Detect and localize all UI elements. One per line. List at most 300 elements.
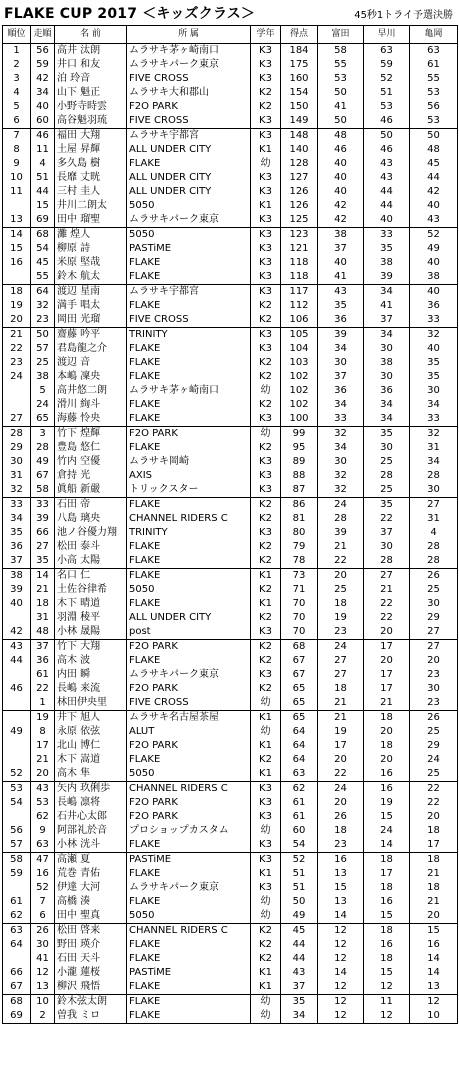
team-cell: FLAKE xyxy=(127,654,251,668)
score-cell: 86 xyxy=(281,498,318,513)
grade-cell: K2 xyxy=(251,682,281,696)
grade-cell: K3 xyxy=(251,526,281,540)
tomita-cell: 24 xyxy=(318,498,364,513)
team-cell: FLAKE xyxy=(127,995,251,1010)
grade-cell: 幼 xyxy=(251,909,281,924)
team-cell: CHANNEL RIDERS C xyxy=(127,782,251,797)
kameoka-cell: 26 xyxy=(410,711,458,726)
rank-cell: 7 xyxy=(3,129,31,144)
order-cell: 42 xyxy=(31,72,55,86)
grade-cell: 幼 xyxy=(251,725,281,739)
grade-cell: K3 xyxy=(251,213,281,228)
team-cell: 5050 xyxy=(127,199,251,213)
tomita-cell: 12 xyxy=(318,938,364,952)
score-cell: 43 xyxy=(281,966,318,980)
rank-cell: 37 xyxy=(3,554,31,569)
table-row xyxy=(3,938,458,952)
grade-cell: K2 xyxy=(251,753,281,767)
order-cell: 22 xyxy=(31,682,55,696)
rank-cell: 24 xyxy=(3,370,31,384)
hayakawa-cell: 18 xyxy=(364,739,410,753)
kameoka-cell: 18 xyxy=(410,824,458,838)
team-cell: プロショップカスタム xyxy=(127,824,251,838)
rank-cell xyxy=(3,668,31,682)
hayakawa-cell: 37 xyxy=(364,313,410,328)
rank-cell: 62 xyxy=(3,909,31,924)
rank-cell: 31 xyxy=(3,469,31,483)
table-row xyxy=(3,1009,458,1024)
table-row xyxy=(3,213,458,228)
results-body xyxy=(3,44,458,1024)
tomita-cell: 15 xyxy=(318,881,364,895)
rank-cell: 66 xyxy=(3,966,31,980)
tomita-cell: 32 xyxy=(318,483,364,498)
score-cell: 65 xyxy=(281,696,318,711)
table-row xyxy=(3,753,458,767)
grade-cell: K2 xyxy=(251,313,281,328)
grade-cell: K3 xyxy=(251,810,281,824)
name-cell: 福田 大翔 xyxy=(55,129,127,144)
hayakawa-cell: 46 xyxy=(364,143,410,157)
score-cell: 73 xyxy=(281,569,318,584)
order-cell: 7 xyxy=(31,895,55,909)
hayakawa-cell: 37 xyxy=(364,526,410,540)
team-cell: PASTiME xyxy=(127,853,251,868)
order-cell: 61 xyxy=(31,668,55,682)
name-cell: 君島龍之介 xyxy=(55,342,127,356)
name-cell: 松田 啓来 xyxy=(55,924,127,939)
score-cell: 126 xyxy=(281,185,318,199)
grade-cell: K2 xyxy=(251,398,281,412)
team-cell: ムラサキ宇都宮 xyxy=(127,285,251,300)
tomita-cell: 40 xyxy=(318,256,364,270)
rank-cell: 10 xyxy=(3,171,31,185)
grade-cell: K3 xyxy=(251,668,281,682)
team-cell: FLAKE xyxy=(127,356,251,370)
name-cell: 滑川 絢斗 xyxy=(55,398,127,412)
name-cell: 矢内 玖俐歩 xyxy=(55,782,127,797)
grade-cell: K3 xyxy=(251,782,281,797)
hayakawa-cell: 35 xyxy=(364,242,410,256)
hayakawa-cell: 25 xyxy=(364,483,410,498)
hayakawa-cell: 17 xyxy=(364,640,410,655)
kameoka-cell: 29 xyxy=(410,611,458,625)
grade-cell: K2 xyxy=(251,86,281,100)
grade-cell: K2 xyxy=(251,441,281,455)
tomita-cell: 48 xyxy=(318,129,364,144)
kameoka-cell: 28 xyxy=(410,540,458,554)
name-cell: 高瀬 夏 xyxy=(55,853,127,868)
order-cell: 15 xyxy=(31,199,55,213)
rank-cell xyxy=(3,810,31,824)
team-cell: F2O PARK xyxy=(127,100,251,114)
grade-cell: K3 xyxy=(251,796,281,810)
table-row xyxy=(3,427,458,442)
hayakawa-cell: 11 xyxy=(364,995,410,1010)
team-cell: 5050 xyxy=(127,909,251,924)
order-cell: 26 xyxy=(31,924,55,939)
team-cell: FIVE CROSS xyxy=(127,313,251,328)
order-cell: 53 xyxy=(31,796,55,810)
rank-cell: 32 xyxy=(3,483,31,498)
grade-cell: K3 xyxy=(251,285,281,300)
order-cell: 39 xyxy=(31,512,55,526)
team-cell: AXIS xyxy=(127,469,251,483)
team-cell: 5050 xyxy=(127,228,251,243)
team-cell: ムラサキパーク東京 xyxy=(127,213,251,228)
grade-cell: K3 xyxy=(251,853,281,868)
order-cell: 46 xyxy=(31,129,55,144)
tomita-cell: 21 xyxy=(318,696,364,711)
table-row xyxy=(3,171,458,185)
rank-cell xyxy=(3,753,31,767)
order-cell: 34 xyxy=(31,86,55,100)
name-cell: 灘 煌人 xyxy=(55,228,127,243)
kameoka-cell: 50 xyxy=(410,129,458,144)
team-cell: PASTiME xyxy=(127,966,251,980)
rank-cell: 3 xyxy=(3,72,31,86)
page-subtitle: 45秒1トライ予選決勝 xyxy=(354,10,453,21)
team-cell: FLAKE xyxy=(127,441,251,455)
table-row xyxy=(3,980,458,995)
hayakawa-cell: 28 xyxy=(364,469,410,483)
kameoka-cell: 32 xyxy=(410,328,458,343)
score-cell: 112 xyxy=(281,299,318,313)
name-cell: 柳沢 飛悟 xyxy=(55,980,127,995)
tomita-cell: 14 xyxy=(318,909,364,924)
team-cell: FLAKE xyxy=(127,1009,251,1024)
table-row xyxy=(3,86,458,100)
team-cell: FLAKE xyxy=(127,299,251,313)
name-cell: 井口 和友 xyxy=(55,58,127,72)
tomita-cell: 32 xyxy=(318,427,364,442)
table-row xyxy=(3,157,458,171)
order-cell: 40 xyxy=(31,100,55,114)
order-cell: 1 xyxy=(31,696,55,711)
kameoka-cell: 20 xyxy=(410,810,458,824)
kameoka-cell: 30 xyxy=(410,682,458,696)
team-cell: 5050 xyxy=(127,583,251,597)
tomita-cell: 21 xyxy=(318,711,364,726)
table-row xyxy=(3,909,458,924)
kameoka-cell: 44 xyxy=(410,171,458,185)
rank-cell: 21 xyxy=(3,328,31,343)
tomita-cell: 19 xyxy=(318,725,364,739)
name-cell: 高井悠二朗 xyxy=(55,384,127,398)
score-cell: 62 xyxy=(281,782,318,797)
rank-cell: 35 xyxy=(3,526,31,540)
kameoka-cell: 61 xyxy=(410,58,458,72)
tomita-cell: 18 xyxy=(318,597,364,611)
team-cell: TRINITY xyxy=(127,526,251,540)
kameoka-cell: 27 xyxy=(410,625,458,640)
tomita-cell: 58 xyxy=(318,44,364,59)
table-row xyxy=(3,328,458,343)
score-cell: 44 xyxy=(281,938,318,952)
order-cell: 3 xyxy=(31,427,55,442)
kameoka-cell: 16 xyxy=(410,938,458,952)
rank-cell: 9 xyxy=(3,157,31,171)
name-cell: 小瀧 蓮桜 xyxy=(55,966,127,980)
hayakawa-cell: 39 xyxy=(364,270,410,285)
tomita-cell: 37 xyxy=(318,370,364,384)
kameoka-cell: 4 xyxy=(410,526,458,540)
tomita-cell: 43 xyxy=(318,285,364,300)
name-cell: 渡辺 星南 xyxy=(55,285,127,300)
kameoka-cell: 17 xyxy=(410,838,458,853)
team-cell: FIVE CROSS xyxy=(127,114,251,129)
grade-cell: K3 xyxy=(251,881,281,895)
score-cell: 125 xyxy=(281,213,318,228)
grade-cell: 幼 xyxy=(251,995,281,1010)
hayakawa-cell: 18 xyxy=(364,881,410,895)
team-cell: CHANNEL RIDERS C xyxy=(127,512,251,526)
order-cell: 30 xyxy=(31,938,55,952)
hayakawa-cell: 18 xyxy=(364,924,410,939)
name-cell: 長嶋 凛将 xyxy=(55,796,127,810)
score-cell: 68 xyxy=(281,640,318,655)
tomita-cell: 12 xyxy=(318,980,364,995)
grade-cell: K2 xyxy=(251,299,281,313)
tomita-cell: 22 xyxy=(318,767,364,782)
table-row xyxy=(3,100,458,114)
score-cell: 99 xyxy=(281,427,318,442)
order-cell: 69 xyxy=(31,213,55,228)
tomita-cell: 12 xyxy=(318,995,364,1010)
grade-cell: K3 xyxy=(251,129,281,144)
hayakawa-cell: 34 xyxy=(364,285,410,300)
tomita-cell: 50 xyxy=(318,86,364,100)
order-cell: 14 xyxy=(31,569,55,584)
order-cell: 17 xyxy=(31,739,55,753)
name-cell: 井下 旭人 xyxy=(55,711,127,726)
table-row xyxy=(3,640,458,655)
score-cell: 140 xyxy=(281,143,318,157)
grade-cell: 幼 xyxy=(251,157,281,171)
grade-cell: K3 xyxy=(251,58,281,72)
table-row xyxy=(3,342,458,356)
rank-cell: 56 xyxy=(3,824,31,838)
hayakawa-cell: 18 xyxy=(364,952,410,966)
grade-cell: K3 xyxy=(251,469,281,483)
score-cell: 102 xyxy=(281,398,318,412)
tomita-cell: 23 xyxy=(318,838,364,853)
rank-cell: 68 xyxy=(3,995,31,1010)
rank-cell: 58 xyxy=(3,853,31,868)
team-cell: F2O PARK xyxy=(127,739,251,753)
grade-cell: K1 xyxy=(251,980,281,995)
score-cell: 64 xyxy=(281,753,318,767)
kameoka-cell: 15 xyxy=(410,924,458,939)
team-cell: FLAKE xyxy=(127,597,251,611)
name-cell: 山下 魁正 xyxy=(55,86,127,100)
score-cell: 154 xyxy=(281,86,318,100)
table-row xyxy=(3,696,458,711)
rank-cell: 16 xyxy=(3,256,31,270)
kameoka-cell: 28 xyxy=(410,554,458,569)
tomita-cell: 20 xyxy=(318,796,364,810)
hayakawa-cell: 20 xyxy=(364,654,410,668)
rank-cell: 53 xyxy=(3,782,31,797)
score-cell: 118 xyxy=(281,256,318,270)
name-cell: 満手 唱太 xyxy=(55,299,127,313)
team-cell: F2O PARK xyxy=(127,640,251,655)
team-cell: ALL UNDER CITY xyxy=(127,143,251,157)
score-cell: 160 xyxy=(281,72,318,86)
rank-cell: 36 xyxy=(3,540,31,554)
grade-cell: K2 xyxy=(251,100,281,114)
table-row xyxy=(3,952,458,966)
hayakawa-cell: 16 xyxy=(364,782,410,797)
team-cell: ALUT xyxy=(127,725,251,739)
team-cell: F2O PARK xyxy=(127,427,251,442)
name-cell: 木下 嵩道 xyxy=(55,753,127,767)
order-cell: 20 xyxy=(31,767,55,782)
order-cell: 21 xyxy=(31,753,55,767)
hayakawa-cell: 35 xyxy=(364,427,410,442)
tomita-cell: 14 xyxy=(318,966,364,980)
team-cell: ムラサキパーク東京 xyxy=(127,668,251,682)
tomita-cell: 26 xyxy=(318,810,364,824)
name-cell: 豊島 悠仁 xyxy=(55,441,127,455)
table-row xyxy=(3,782,458,797)
rank-cell xyxy=(3,611,31,625)
name-cell: 石田 天斗 xyxy=(55,952,127,966)
rank-cell: 13 xyxy=(3,213,31,228)
hayakawa-cell: 52 xyxy=(364,72,410,86)
name-cell: 名口 仁 xyxy=(55,569,127,584)
name-cell: 米原 堅哉 xyxy=(55,256,127,270)
tomita-cell: 53 xyxy=(318,72,364,86)
hayakawa-cell: 15 xyxy=(364,810,410,824)
score-cell: 67 xyxy=(281,654,318,668)
grade-cell: K3 xyxy=(251,171,281,185)
team-cell: FLAKE xyxy=(127,753,251,767)
table-row xyxy=(3,143,458,157)
rank-cell: 5 xyxy=(3,100,31,114)
team-cell: ムラサキ茅ヶ崎南口 xyxy=(127,384,251,398)
table-row xyxy=(3,270,458,285)
team-cell: FLAKE xyxy=(127,370,251,384)
kameoka-cell: 49 xyxy=(410,242,458,256)
order-cell: 35 xyxy=(31,554,55,569)
table-row xyxy=(3,526,458,540)
order-cell: 11 xyxy=(31,143,55,157)
name-cell: 竹内 空優 xyxy=(55,455,127,469)
grade-cell: K2 xyxy=(251,356,281,370)
rank-cell xyxy=(3,398,31,412)
order-cell: 43 xyxy=(31,782,55,797)
score-cell: 123 xyxy=(281,228,318,243)
order-cell: 2 xyxy=(31,1009,55,1024)
column-header-judge-kameoka: 亀岡 xyxy=(410,26,458,44)
order-cell: 47 xyxy=(31,853,55,868)
rank-cell: 38 xyxy=(3,569,31,584)
team-cell: TRINITY xyxy=(127,328,251,343)
name-cell: 多久島 樹 xyxy=(55,157,127,171)
column-header-judge-hayakawa: 早川 xyxy=(364,26,410,44)
score-cell: 44 xyxy=(281,952,318,966)
kameoka-cell: 40 xyxy=(410,199,458,213)
grade-cell: K1 xyxy=(251,711,281,726)
grade-cell: 幼 xyxy=(251,427,281,442)
tomita-cell: 42 xyxy=(318,199,364,213)
table-row xyxy=(3,654,458,668)
hayakawa-cell: 46 xyxy=(364,114,410,129)
grade-cell: K2 xyxy=(251,611,281,625)
tomita-cell: 25 xyxy=(318,583,364,597)
rank-cell: 57 xyxy=(3,838,31,853)
name-cell: 柳原 詩 xyxy=(55,242,127,256)
score-cell: 70 xyxy=(281,625,318,640)
score-cell: 81 xyxy=(281,512,318,526)
tomita-cell: 34 xyxy=(318,342,364,356)
rank-cell: 63 xyxy=(3,924,31,939)
score-cell: 89 xyxy=(281,455,318,469)
score-cell: 127 xyxy=(281,171,318,185)
team-cell: FLAKE xyxy=(127,498,251,513)
rank-cell: 42 xyxy=(3,625,31,640)
grade-cell: 幼 xyxy=(251,895,281,909)
hayakawa-cell: 14 xyxy=(364,838,410,853)
rank-cell: 18 xyxy=(3,285,31,300)
score-cell: 105 xyxy=(281,328,318,343)
score-cell: 184 xyxy=(281,44,318,59)
kameoka-cell: 40 xyxy=(410,342,458,356)
team-cell: 5050 xyxy=(127,767,251,782)
table-row xyxy=(3,72,458,86)
grade-cell: K3 xyxy=(251,412,281,427)
kameoka-cell: 28 xyxy=(410,469,458,483)
team-cell: FLAKE xyxy=(127,412,251,427)
team-cell: FLAKE xyxy=(127,569,251,584)
tomita-cell: 21 xyxy=(318,540,364,554)
grade-cell: 幼 xyxy=(251,384,281,398)
tomita-cell: 39 xyxy=(318,526,364,540)
name-cell: 岡田 光瑠 xyxy=(55,313,127,328)
grade-cell: K1 xyxy=(251,739,281,753)
score-cell: 70 xyxy=(281,611,318,625)
hayakawa-cell: 36 xyxy=(364,384,410,398)
rank-cell: 11 xyxy=(3,185,31,199)
hayakawa-cell: 35 xyxy=(364,498,410,513)
kameoka-cell: 32 xyxy=(410,427,458,442)
order-cell: 27 xyxy=(31,540,55,554)
tomita-cell: 20 xyxy=(318,569,364,584)
name-cell: 高橋 湊 xyxy=(55,895,127,909)
rank-cell: 43 xyxy=(3,640,31,655)
rank-cell: 22 xyxy=(3,342,31,356)
grade-cell: K1 xyxy=(251,143,281,157)
table-row xyxy=(3,554,458,569)
grade-cell: K1 xyxy=(251,966,281,980)
hayakawa-cell: 44 xyxy=(364,199,410,213)
grade-cell: K3 xyxy=(251,228,281,243)
hayakawa-cell: 33 xyxy=(364,228,410,243)
score-cell: 126 xyxy=(281,199,318,213)
table-row xyxy=(3,796,458,810)
table-row xyxy=(3,682,458,696)
kameoka-cell: 55 xyxy=(410,72,458,86)
name-cell: 小林 晟陽 xyxy=(55,625,127,640)
kameoka-cell: 45 xyxy=(410,157,458,171)
hayakawa-cell: 18 xyxy=(364,711,410,726)
name-cell: 石田 帝 xyxy=(55,498,127,513)
tomita-cell: 41 xyxy=(318,100,364,114)
grade-cell: 幼 xyxy=(251,1009,281,1024)
hayakawa-cell: 16 xyxy=(364,938,410,952)
hayakawa-cell: 21 xyxy=(364,583,410,597)
